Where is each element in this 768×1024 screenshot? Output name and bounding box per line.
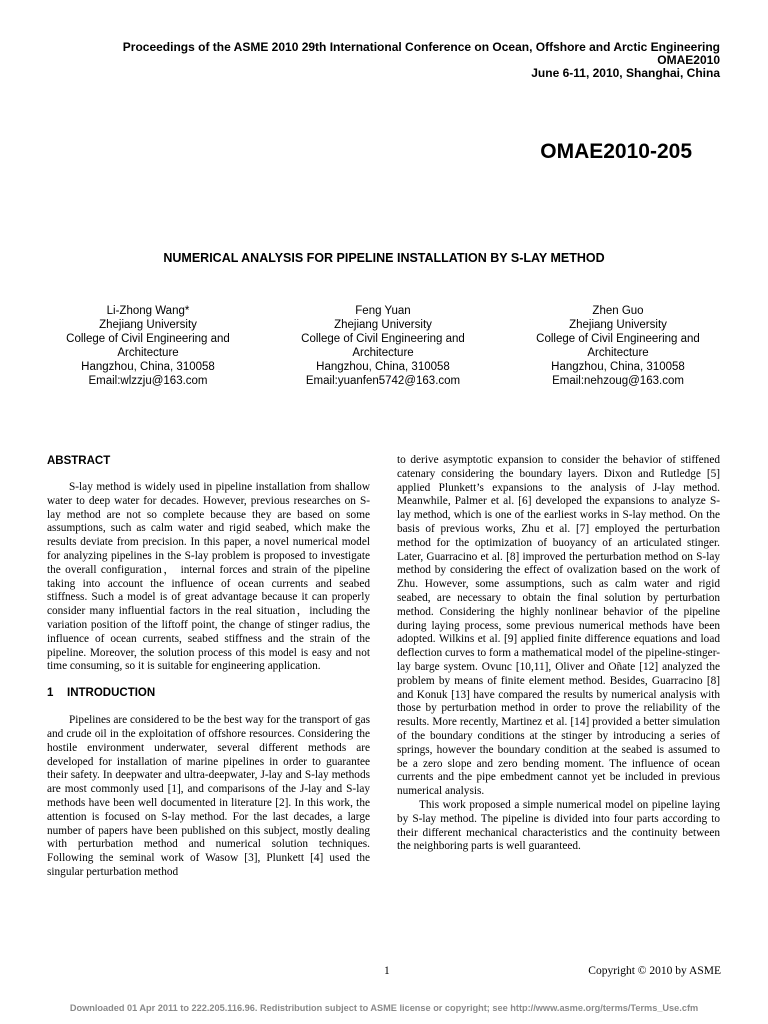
right-column (397, 454, 720, 854)
author-university: Zhejiang University (99, 319, 197, 331)
copyright-notice: Copyright © 2010 by ASME (588, 965, 721, 977)
intro-paragraph-continued: to derive asymptotic expansion to consider the behavior of stiffened catenary considering the boundary layers. Dixon and Rutledge [5] applied Plunkett’s expansions to the analysis of J-lay method. Meanwhile, Palmer et al. [6] developed the expansions to analyze S-lay method, which is one of the earliest works in S-lay method. On the basis of previous works, Zhu et al. [7] employed the perturbation method for the optimization of buoyancy of an articulated stinger. Later, Guarracino et al. [8] improved the perturbation method on S-lay method by considering the effect of ovalization based on the work of Zhu. However, some assumptions, such as calm water and rigid seabed, are necessary to obtain the final solution by perturbation method. Considering the highly nonlinear behavior of the pipeline during laying process, some previous numerical methods have been adopted. Wilkins et al. [9] applied finite difference equations and load deflection curves to form a mathematical model of the pipeline-stinger-lay barge system. Ovunc [10,11], Oliver and Oñate [12] analyzed the problem by means of finite element method. Besides, Guarracino [8] and Konuk [13] have compared the results by numerical analysis with those by perturbation method in order to prove the reliability of the results. More recently, Martinez et al. [14] provided a better simulation of the boundary conditions at the stinger by introducing a series of springs, however the boundary condition at the seabed is assumed to be a zero slope and zero bending moment. The influence of ocean currents and the pipe embedment cannot yet be included in previous numerical analysis. (397, 454, 720, 798)
author-university: Zhejiang University (334, 319, 432, 331)
section-heading (47, 686, 370, 700)
author-university: Zhejiang University (569, 319, 667, 331)
abstract-text: S-lay method is widely used in pipeline installation from shallow water to deep water for decades. However, previous researches on S-lay method are not so complete because they are based on some assumptions, such as calm water and rigid seabed, which make the results deviate from precision. In this paper, a novel numerical model for analyzing pipelines in the S-lay problem is proposed to investigate the overall configuration， internal forces and strain of the pipeline taking into account the influence of ocean currents and seabed stiffness. Such a model is of great advantage because it can properly consider many influential factors in the real situation，including the variation position of the liftoff point, the change of stinger radius, the influence of ocean currents, seabed stiffness and the strain of the pipeline. Moreover, the solution process of this model is easy and not time consuming, so it is suitable for engineering application. (47, 481, 370, 673)
author-college: College of Civil Engineering and (301, 333, 465, 345)
proceedings-date-location: June 6-11, 2010, Shanghai, China (531, 66, 720, 80)
author-block (48, 304, 248, 388)
author-block (518, 304, 718, 388)
author-email: Email:nehzoug@163.com (552, 375, 684, 387)
proceedings-header (20, 41, 720, 80)
author-name: Li-Zhong Wang* (106, 305, 190, 317)
page-number: 1 (384, 965, 390, 977)
section-number: 1 (47, 687, 54, 700)
author-block (283, 304, 483, 388)
intro-paragraph: Pipelines are considered to be the best way for the transport of gas and crude oil in the exploitation of offshore resources. Considering the hostile environment underwater, several different methods are developed for installation of marine pipelines in order to guarantee their safety. In deepwater and ultra-deepwater, J-lay and S-lay methods are most commonly used [1], and comparisons of the J-lay and S-lay methods have been well documented in literature [2]. In this work, the attention is focused on S-lay method. For the last decades, a large number of papers have been published on this subject, mostly dealing with perturbation method and numerical solution techniques. Following the seminal work of Wasow [3], Plunkett [4] used the singular perturbation method (47, 714, 370, 878)
paper-title: NUMERICAL ANALYSIS FOR PIPELINE INSTALLATION BY S-LAY METHOD (163, 251, 605, 265)
author-address: Hangzhou, China, 310058 (81, 361, 215, 373)
author-address: Hangzhou, China, 310058 (316, 361, 450, 373)
download-notice: Downloaded 01 Apr 2011 to 222.205.116.96. Redistribution subject to ASME license or copyright; see http://www.asme.org/terms/Terms_Use.cfm (69, 1003, 699, 1013)
author-college-cont: Architecture (587, 347, 649, 359)
proceedings-acronym: OMAE2010 (657, 53, 720, 67)
author-email: Email:yuanfen5742@163.com (305, 375, 461, 387)
author-email: Email:wlzzju@163.com (88, 375, 208, 387)
author-college: College of Civil Engineering and (66, 333, 230, 345)
author-college-cont: Architecture (117, 347, 179, 359)
author-name: Feng Yuan (355, 305, 411, 317)
author-college: College of Civil Engineering and (536, 333, 700, 345)
section-title: INTRODUCTION (67, 687, 156, 700)
author-address: Hangzhou, China, 310058 (551, 361, 685, 373)
intro-paragraph: This work proposed a simple numerical model on pipeline laying by S-lay method. The pipeline is divided into four parts according to their different mechanical characteristics and the continuity between the neighboring parts is well guaranteed. (397, 798, 720, 853)
author-name: Zhen Guo (592, 305, 644, 317)
paper-id: OMAE2010-205 (540, 140, 692, 163)
left-column (47, 454, 370, 880)
abstract-heading: ABSTRACT (47, 455, 111, 467)
author-college-cont: Architecture (352, 347, 414, 359)
proceedings-conference: Proceedings of the ASME 2010 29th International Conference on Ocean, Offshore and Arctic Engineering (122, 40, 720, 54)
